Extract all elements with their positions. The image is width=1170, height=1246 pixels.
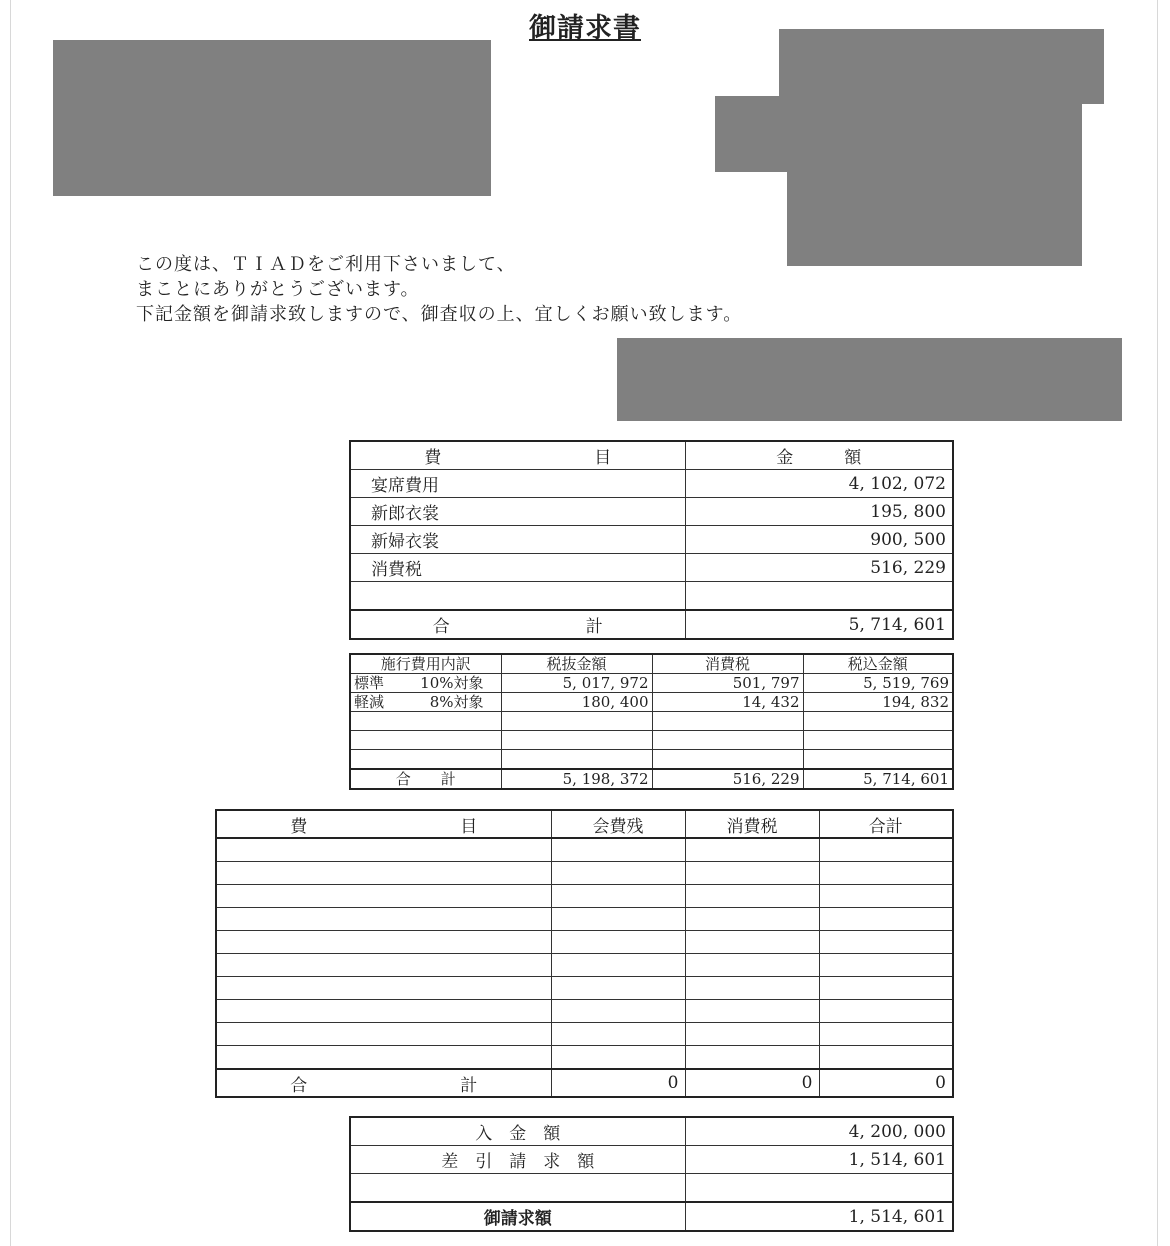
difference-row [350,1146,953,1174]
difference-amount: 1, 514, 601 [685,1146,953,1174]
redacted-recipient-block [53,40,491,196]
table-row-empty [350,750,953,770]
incl-amount: 194, 832 [803,693,953,712]
billed-label: 御請求額 [350,1202,685,1231]
table-row-empty [350,1174,953,1203]
table-row [350,693,953,712]
total-row [350,769,953,789]
charge-amount: 4, 102, 072 [685,470,953,498]
membership-table [215,809,954,1098]
total-tax: 0 [685,1069,819,1097]
table-row [350,554,953,582]
header-amount: 金 額 [685,441,953,470]
incl-amount: 5, 519, 769 [803,674,953,693]
table-row-empty [216,977,953,1000]
table-row-empty [216,954,953,977]
table-row-empty [216,862,953,885]
difference-label: 差 引 請 求 額 [350,1146,685,1174]
table-row-empty [216,1023,953,1046]
charge-item: 新郎衣裳 [350,498,685,526]
deposit-row [350,1117,953,1146]
table-header-row [350,654,953,674]
table-row-empty [350,712,953,731]
total-excl: 5, 198, 372 [501,769,652,789]
empty-cell [350,1174,685,1203]
greeting-line: この度は、ＴＩＡＤをご利用下さいまして、 [136,254,516,275]
table-row [350,470,953,498]
rate-target: 8%対象 [429,693,484,711]
charge-amount: 195, 800 [685,498,953,526]
header-balance: 会費残 [551,810,685,838]
table-row-empty [216,1046,953,1070]
header-item: 費 目 [350,441,685,470]
rate-type: 標準 [354,674,385,692]
header-total: 合計 [819,810,953,838]
excl-amount: 180, 400 [501,693,652,712]
rate-label [350,693,501,712]
redacted-issuer-block-top [779,29,1104,104]
charge-item: 宴席費用 [350,470,685,498]
greeting-line: 下記金額を御請求致しますので、御査収の上、宜しくお願い致します。 [136,304,743,325]
total-label: 合 計 [350,610,685,639]
charge-item: 新婦衣裳 [350,526,685,554]
rate-target: 10%対象 [420,674,484,692]
table-header-row [216,810,953,838]
greeting-message [136,252,742,327]
table-row [350,674,953,693]
greeting-line: まことにありがとうございます。 [136,279,420,300]
rate-label [350,674,501,693]
tax-amount: 501, 797 [652,674,803,693]
billing-summary-table [349,1116,954,1232]
total-tax: 516, 229 [652,769,803,789]
excl-amount: 5, 017, 972 [501,674,652,693]
table-row-empty [216,931,953,954]
table-row-empty [216,1000,953,1023]
redacted-issuer-block-bottom [787,160,1082,266]
empty-cell [685,1174,953,1203]
billed-amount: 1, 514, 601 [685,1202,953,1231]
total-amount: 5, 714, 601 [685,610,953,639]
header-tax: 消費税 [685,810,819,838]
table-row-empty [216,885,953,908]
table-row-empty [350,582,953,611]
charge-item: 消費税 [350,554,685,582]
charges-table [349,440,954,640]
billed-row [350,1202,953,1231]
charge-amount: 516, 229 [685,554,953,582]
header-item: 費 目 [216,810,551,838]
tax-amount: 14, 432 [652,693,803,712]
table-row [350,526,953,554]
deposit-amount: 4, 200, 000 [685,1117,953,1146]
total-label: 合 計 [216,1069,551,1097]
total-row [350,610,953,639]
table-row-empty [216,838,953,862]
header-incl: 税込金額 [803,654,953,674]
empty-cell [685,582,953,611]
document-title: 御請求書 [529,13,641,44]
empty-cell [350,582,685,611]
table-row-empty [350,731,953,750]
rate-type: 軽減 [354,693,385,711]
header-excl: 税抜金額 [501,654,652,674]
total-balance: 0 [551,1069,685,1097]
table-row [350,498,953,526]
tax-breakdown-table [349,653,954,790]
total-incl: 5, 714, 601 [803,769,953,789]
header-tax: 消費税 [652,654,803,674]
page-edge-right [1157,0,1158,1246]
deposit-label: 入 金 額 [350,1117,685,1146]
page-edge-left [10,0,11,1246]
table-row-empty [216,908,953,931]
total-label: 合 計 [350,769,501,789]
total-row [216,1069,953,1097]
header-breakdown: 施行費用内訳 [350,654,501,674]
charge-amount: 900, 500 [685,526,953,554]
table-header-row [350,441,953,470]
redacted-date-block [617,338,1122,421]
total-sum: 0 [819,1069,953,1097]
